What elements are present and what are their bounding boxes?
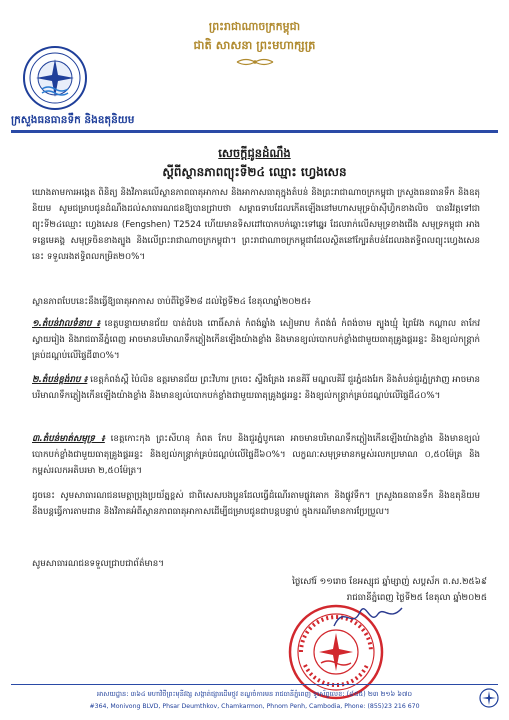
- kingdom-line: ព្រះរាជាណាចក្រកម្ពុជា: [208, 20, 301, 33]
- lunar-date: ថ្ងៃសៅរ៍ ១១រោច ខែអស្សុជ ឆ្នាំម្សាញ់ សប្តស័ក ព.ស.២៥៦៩: [292, 577, 487, 587]
- closing-line: សូមសាធារណជនទទួលជ្រាបជាព័ត៌មាន។: [32, 559, 164, 569]
- ministry-logo-icon: [22, 45, 88, 111]
- region-coastal: [32, 431, 480, 479]
- footer-rule: [11, 684, 498, 685]
- region-label: ៣.តំបន់មាត់សមុទ្រ ៖: [32, 434, 105, 444]
- region-label: ២.តំបន់ខ្ពង់រាប ៖: [32, 375, 88, 385]
- period-paragraph: ស្ថានភាពបែបនេះនឹងធ្វើឱ្យធាតុអាកាស ចាប់ពីថ្ងៃទី២៨ ដល់ថ្ងៃទី២៤ ខែតុលាឆ្នាំ២០២៥៖: [32, 297, 311, 307]
- header-rule: [11, 130, 498, 133]
- footer-logo-icon: [479, 688, 499, 708]
- region-text: ខេត្តកោះកុង ព្រះសីហនុ កំពត កែប និងជួរភ្នំបូកគោ អាចមានបរិមាណទឹកភ្លៀងកើនឡើងយ៉ាងខ្លាំង និងមានខ្យល់បោកបក់ខ្លាំងជាមួយធាតុគ្រូងផ្គររន្ទះ និងខ្យល់កន្ត្រាក់គ្រប់ដណ្តប់លើផ្ទៃដី៦០%។ លក្ខណៈសមុទ្រមានកម្ពស់រលកប្រមាណ ០,៥០ម៉ែត្រ និងកម្ពស់រលកអតិបរមា ២,៥០ម៉ែត្រ។: [32, 434, 480, 476]
- footer-address-khmer: អាសយដ្ឋាន: ៣៦៤ មហាវិថីព្រះមុនីវង្ស សង្កាត់ផ្សារដើមថ្កូវ ខណ្ឌចំការមន រាជធានីភ្នំពេញ ទូរស័ព្ទលេខ: (៨៥៥) ២៣ ២១៦ ៦៧០: [96, 690, 413, 698]
- document-type: សេចក្តីជូនដំណឹង: [218, 146, 291, 160]
- region-text: ខេត្តកំពង់ស្ពឺ ប៉ៃលិន ឧត្តរមានជ័យ ព្រះវិហារ ក្រចេះ ស្ទឹងត្រែង រតនគិរី មណ្ឌលគិរី ជួរភ្នំដងរែក និងតំបន់ជួរភ្នំក្រវាញ អាចមានបរិមាណទឹកភ្លៀងកើនឡើងយ៉ាងខ្លាំង និងមានខ្យល់បោកបក់ខ្លាំងជាមួយធាតុគ្រូងផ្គររន្ទះ និងខ្យល់កន្ត្រាក់គ្រប់ដណ្តប់លើផ្ទៃដី៤០%។: [32, 375, 480, 401]
- divider-ornament-icon: [236, 57, 274, 67]
- solar-date: រាជធានីភ្នំពេញ ថ្ងៃទី២៥ ខែតុលា ឆ្នាំ២០២៥: [346, 593, 487, 603]
- footer-address-english: #364, Monivong BLVD, Phsar Deumthkov, Chamkarmon, Phnom Penh, Cambodia, Phone: (855)23 216 670: [89, 703, 420, 710]
- ministry-name: ក្រសួងធនធានទឹក និងឧតុនិយម: [11, 114, 135, 126]
- region-lowland: [32, 316, 480, 364]
- signature-icon: [330, 596, 410, 636]
- document-title: ស្តីពីស្ថានភាពព្យុះទី២៤ ឈ្មោះ ហ្វេងសេន: [162, 165, 347, 179]
- region-text: ខេត្តបន្ទាយមានជ័យ បាត់ដំបង ពោធិ៍សាត់ កំពង់ឆ្នាំង សៀមរាប កំពង់ធំ កំពង់ចាម ត្បូងឃ្មុំ ព្រៃវែង កណ្តាល តាកែវ ស្វាយរៀង និងរាជធានីភ្នំពេញ អាចមានបរិមាណទឹកភ្លៀងកើនឡើងយ៉ាងខ្លាំង និងមានខ្យល់បោកបក់ខ្លាំងជាមួយធាតុគ្រូងផ្គររន្ទះ និងខ្យល់កន្ត្រាក់គ្រប់ដណ្តប់លើផ្ទៃដី៣០%។: [32, 319, 480, 361]
- region-plateau: [32, 372, 480, 404]
- region-label: ១.តំបន់វាលទំនាប ៖: [32, 319, 101, 329]
- intro-paragraph: យោងតាមការអង្កេត ពិនិត្យ និងវិភាគលើស្ថានភាពធាតុអាកាស និងអាកាសធាតុក្នុងតំបន់ និងព្រះរាជាណាចក្រកម្ពុជា ក្រសួងធនធានទឹក និងឧតុនិយម សូមជម្រាបជូនដំណឹងដល់សាធារណជនឱ្យបានជ្រាបថា សម្ពាធទាបដែលកើតឡើងនៅមហាសមុទ្រប៉ាស៊ីហ្វិកខាងលិច បានវិវត្តទៅជាព្យុះទី២៤ឈ្មោះ ហ្វេងសេន (Fengshen) T2524 ហើយមានទិសដៅបោកបក់ឆ្ពោះទៅឆ្នេរ ដែលរាក់លើសមុទ្រខាងជើង សមុទ្រកម្ពុជា អាងទន្លេមេគង្គ សមុទ្រចិនខាងត្បូង និងលើព្រះរាជាណាចក្រកម្ពុជា។ ព្រះរាជាណាចក្រកម្ពុជាដែលស្ថិតនៅក្បែរតំបន់ដែលរងឥទ្ធិពលព្យុះហ្វេងសេននេះ ទទួលរងឥទ្ធិពលកម្រិត២០%។: [32, 188, 480, 262]
- advice-paragraph: ដូចនេះ សូមសាធារណជនមេត្តាប្រុងប្រយ័ត្នខ្ពស់ ជាពិសេសបងប្អូនដែលធ្វើដំណើរតាមផ្លូវគោក និងផ្លូវទឹក។ ក្រសួងធនធានទឹក និងឧតុនិយម នឹងបន្តធ្វើការតាមដាន និងវិភាគអំពីស្ថានភាពធាតុអាកាសដើម្បីជម្រាបជូនជាបន្តបន្ទាប់ ក្នុងករណីមានការប្រែប្រួល។: [32, 491, 480, 517]
- motto-line: ជាតិ សាសនា ព្រះមហាក្សត្រ: [193, 38, 316, 52]
